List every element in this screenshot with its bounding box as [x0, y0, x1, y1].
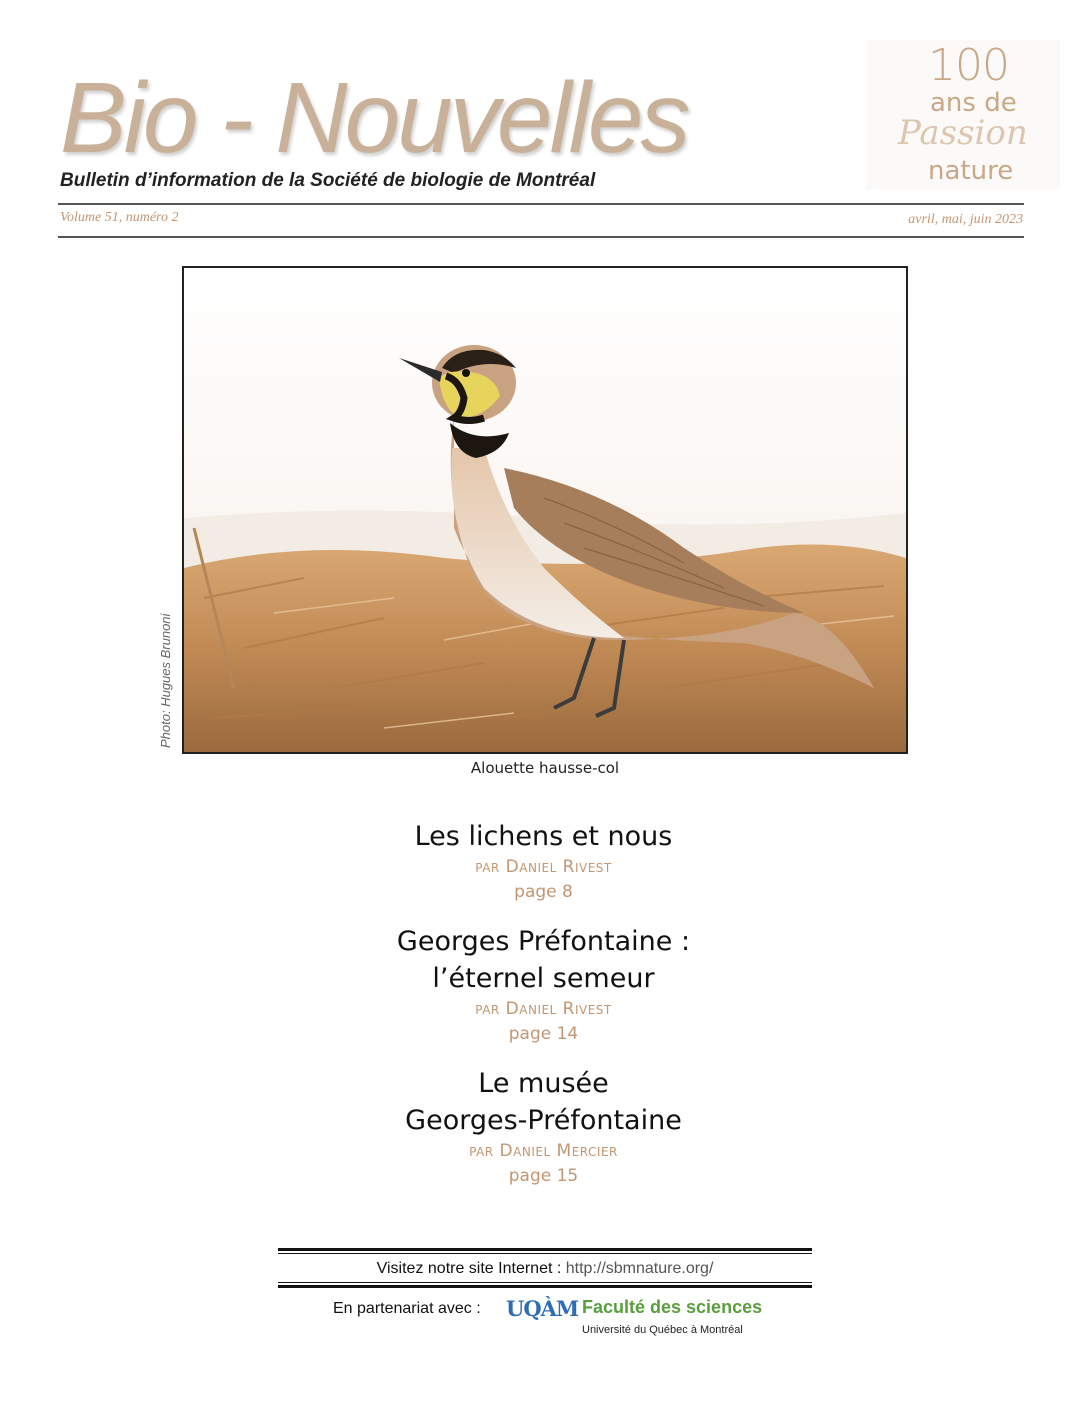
article-item [0, 923, 1087, 1047]
cover-photo [182, 266, 908, 754]
article-title: Les lichens et nous [414, 821, 673, 852]
photo-credit: Photo: Hugues Brunoni [158, 613, 173, 748]
newsletter-subtitle: Bulletin d’information de la Société de biologie de Montréal [60, 170, 596, 191]
anniversary-passion: Passion [898, 113, 1028, 153]
article-list [0, 818, 1087, 1207]
anniversary-logo [866, 40, 1060, 190]
article-byline: par Daniel Rivest [475, 999, 612, 1019]
article-page: page 8 [514, 882, 573, 902]
article-page: page 14 [508, 1024, 579, 1044]
banner-rule [278, 1285, 812, 1288]
article-byline: par Daniel Rivest [475, 857, 612, 877]
anniversary-line1: ans de [930, 88, 1017, 118]
anniversary-number: 100 [928, 40, 1009, 91]
article-item [0, 1065, 1087, 1189]
banner-rule [278, 1248, 812, 1251]
article-byline: par Daniel Mercier [469, 1141, 618, 1161]
faculty-name: Faculté des sciences [582, 1297, 763, 1317]
header-rule-top [58, 203, 1024, 205]
banner-rule [278, 1282, 812, 1283]
newsletter-title: Bio - Nouvelles [60, 62, 688, 174]
header-rule-bottom [58, 236, 1024, 238]
anniversary-nature: nature [928, 156, 1014, 186]
website-link[interactable]: http://sbmnature.org/ [565, 1260, 714, 1277]
website-banner [278, 1248, 812, 1290]
issue-date: avril, mai, juin 2023 [908, 212, 1023, 227]
article-title: Le musée Georges-Préfontaine [405, 1068, 682, 1136]
uqam-logo: UQÀM [506, 1296, 579, 1321]
volume-number: Volume 51, numéro 2 [60, 210, 179, 225]
article-item [0, 818, 1087, 905]
university-name: Université du Québec à Montréal [582, 1324, 743, 1336]
article-page: page 15 [508, 1166, 579, 1186]
partner-label: En partenariat avec : [333, 1300, 481, 1317]
horned-lark-illustration [184, 268, 906, 752]
banner-rule [278, 1253, 812, 1254]
website-line [278, 1256, 812, 1282]
article-title: Georges Préfontaine : l’éternel semeur [396, 926, 691, 994]
visit-label: Visitez notre site Internet : [376, 1260, 562, 1277]
photo-caption: Alouette hausse-col [470, 759, 620, 777]
